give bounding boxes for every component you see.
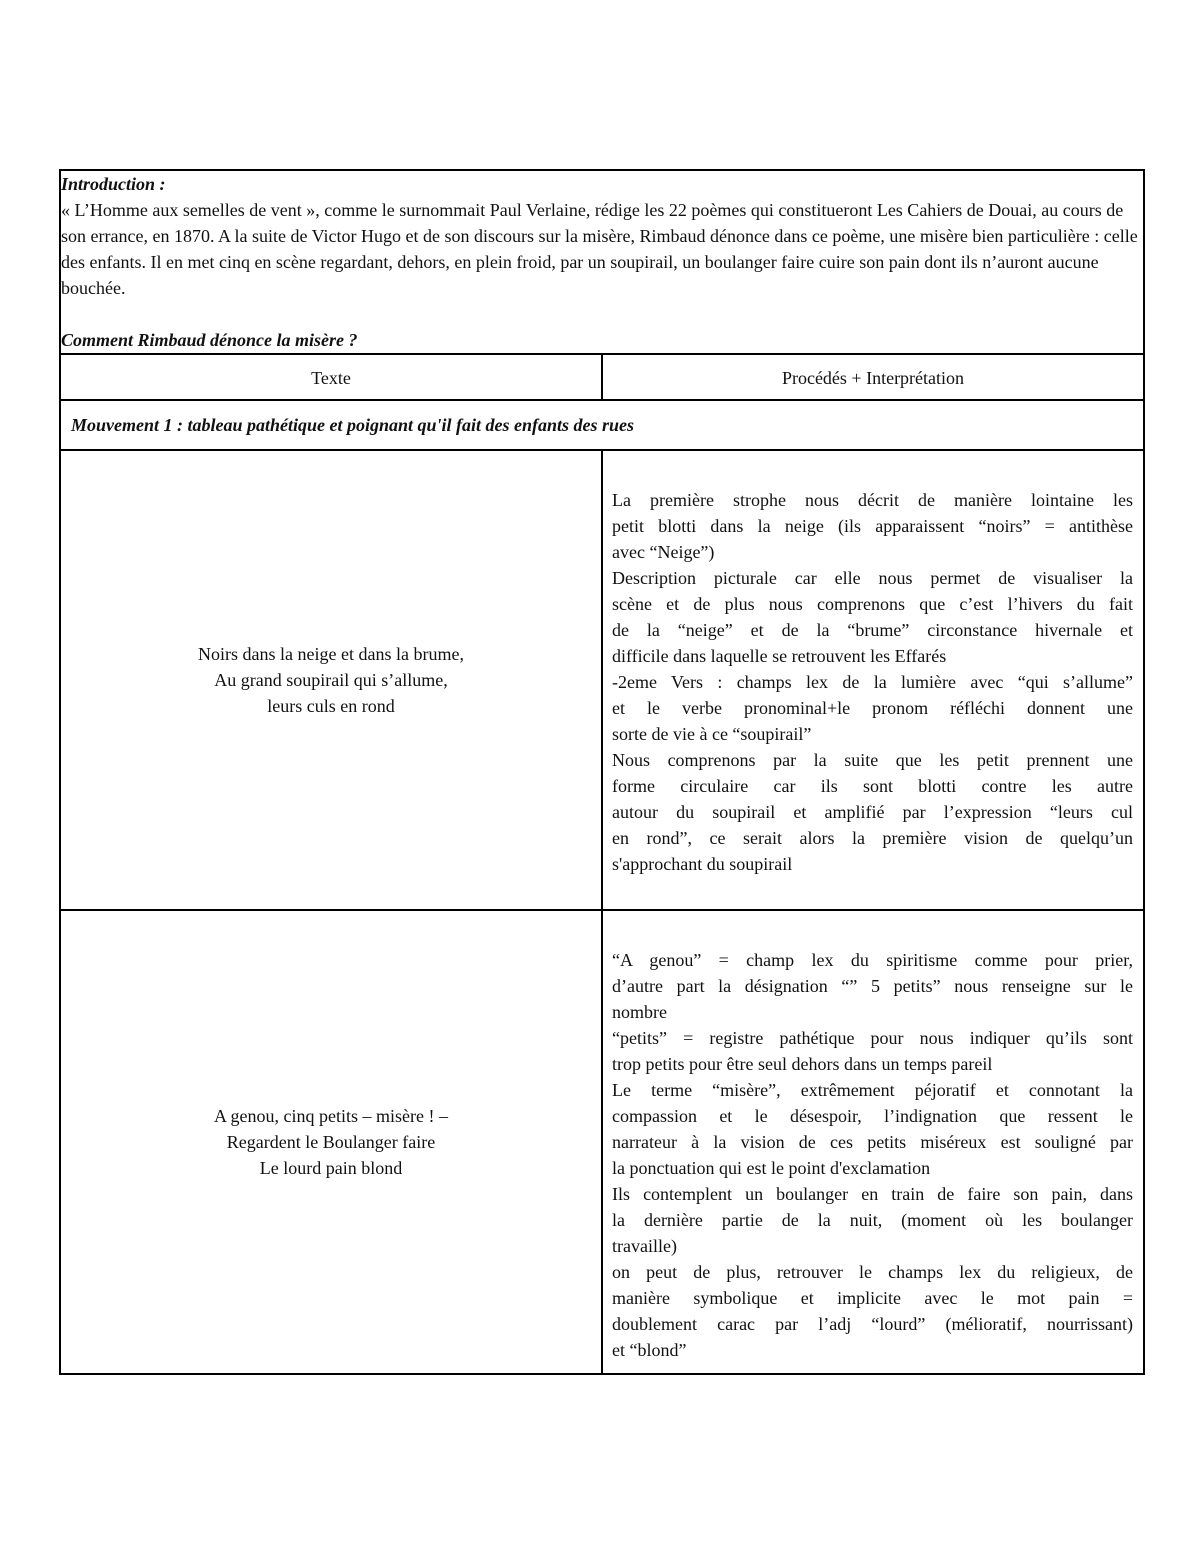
analysis-line: Description picturale car elle nous permet de visualiser la	[612, 568, 1134, 588]
intro-title: Introduction :	[61, 174, 166, 194]
analysis-paragraph	[612, 565, 1133, 669]
analysis-line: trop petits pour être seul dehors dans un temps pareil	[612, 1054, 993, 1074]
analysis-line: “petits” = registre pathétique pour nous indiquer qu’ils sont	[612, 1028, 1134, 1048]
movement-row	[60, 400, 1144, 450]
intro-cell	[60, 170, 1144, 354]
analysis-line: narrateur à la vision de ces petits miséreux est souligné par	[612, 1132, 1134, 1152]
analysis-line: la dernière partie de la nuit, (moment où les boulanger	[612, 1210, 1134, 1230]
analysis-line: et “blond”	[612, 1340, 687, 1360]
analysis-line: en rond”, ce serait alors la première vision de quelqu’un	[612, 828, 1134, 848]
analysis-line: travaille)	[612, 1236, 677, 1256]
analysis-paragraph	[612, 1025, 1133, 1077]
analysis-line: Nous comprenons par la suite que les petit prennent une	[612, 750, 1134, 770]
analysis-line: autour du soupirail et amplifié par l’expression “leurs cul	[612, 802, 1134, 822]
verse-line: A genou, cinq petits – misère ! –	[214, 1106, 448, 1126]
header-row	[60, 354, 1144, 400]
analysis-paragraph	[612, 1077, 1133, 1181]
analysis-line: s'approchant du soupirail	[612, 854, 793, 874]
analysis-line: forme circulaire car ils sont blotti contre les autre	[612, 776, 1134, 796]
movement-title: Mouvement 1 : tableau pathétique et poignant qu'il fait des enfants des rues	[71, 415, 635, 435]
analysis-line: La première strophe nous décrit de manière lointaine les	[612, 490, 1134, 510]
analysis-paragraph	[612, 747, 1133, 877]
analysis-paragraph	[612, 947, 1133, 1025]
analysis-line: on peut de plus, retrouver le champs lex du religieux, de	[612, 1262, 1134, 1282]
verse-line: Le lourd pain blond	[259, 1158, 403, 1178]
analysis-paragraph	[612, 1181, 1133, 1259]
analysis-line: avec “Neige”)	[612, 542, 715, 562]
analysis-cell	[602, 910, 1144, 1374]
analysis-line: manière symbolique et implicite avec le mot pain =	[612, 1288, 1134, 1308]
problematic-question: Comment Rimbaud dénonce la misère ?	[61, 330, 358, 350]
verse-cell	[60, 450, 602, 910]
analysis-line: doublement carac par l’adj “lourd” (mélioratif, nourrissant)	[612, 1314, 1134, 1334]
analysis-line: compassion et le désespoir, l’indignation que ressent le	[612, 1106, 1134, 1126]
table-row	[60, 450, 1144, 910]
analysis-paragraph	[612, 487, 1133, 565]
analysis-line: d’autre part la désignation “” 5 petits” nous renseigne sur le	[612, 976, 1134, 996]
analysis-line: sorte de vie à ce “soupirail”	[612, 724, 812, 744]
analysis-paragraph	[612, 1259, 1133, 1363]
column-header-analysis: Procédés + Interprétation	[602, 354, 1144, 400]
analysis-line: de la “neige” et de la “brume” circonstance hivernale et	[612, 620, 1134, 640]
table-row	[60, 910, 1144, 1374]
verse-line: Au grand soupirail qui s’allume,	[214, 670, 448, 690]
movement-cell	[60, 400, 1144, 450]
verse-line: leurs culs en rond	[267, 696, 395, 716]
verse-line: Regardent le Boulanger faire	[226, 1132, 436, 1152]
analysis-cell	[602, 450, 1144, 910]
analysis-table	[59, 169, 1145, 1375]
analysis-line: petit blotti dans la neige (ils apparaissent “noirs” = antithèse	[612, 516, 1134, 536]
analysis-line: difficile dans laquelle se retrouvent les Effarés	[612, 646, 947, 666]
analysis-line: -2eme Vers : champs lex de la lumière avec “qui s’allume”	[612, 672, 1134, 692]
analysis-line: Le terme “misère”, extrêmement péjoratif et connotant la	[612, 1080, 1134, 1100]
analysis-line: scène et de plus nous comprenons que c’est l’hivers du fait	[612, 594, 1134, 614]
analysis-line: et le verbe pronominal+le pronom réfléchi donnent une	[612, 698, 1134, 718]
intro-body: « L’Homme aux semelles de vent », comme le surnommait Paul Verlaine, rédige les 22 poèmes qui constitueront Les Cahiers de Douai, au cours de son errance, en 1870. A la suite de Victor Hugo et de son discours sur la misère, Rimbaud dénonce dans ce poème, une misère bien particulière : celle des enfants. Il en met cinq en scène regardant, dehors, en plein froid, par un soupirail, un boulanger faire cuire son pain dont ils n’auront aucune bouchée.	[61, 200, 1138, 298]
verse-cell	[60, 910, 602, 1374]
intro-row	[60, 170, 1144, 354]
analysis-line: nombre	[612, 1002, 667, 1022]
analysis-line: la ponctuation qui est le point d'exclamation	[612, 1158, 931, 1178]
analysis-line: Ils contemplent un boulanger en train de faire son pain, dans	[612, 1184, 1134, 1204]
column-header-text: Texte	[60, 354, 602, 400]
verse-line: Noirs dans la neige et dans la brume,	[198, 644, 464, 664]
analysis-line: “A genou” = champ lex du spiritisme comme pour prier,	[612, 950, 1134, 970]
analysis-paragraph	[612, 669, 1133, 747]
